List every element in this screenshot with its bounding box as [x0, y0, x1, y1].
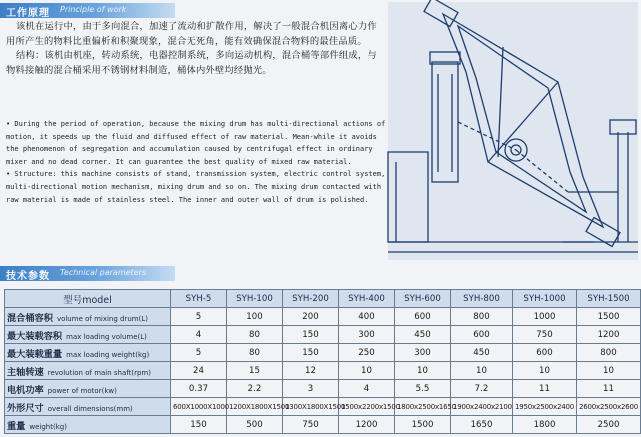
- section-title-zh: 工作原理: [6, 8, 50, 19]
- value-cell: 1800x2500x1650: [395, 398, 451, 416]
- row-label-cell: [5, 398, 171, 416]
- row-label-zh: 最大装载容积: [7, 330, 63, 342]
- table-row: [5, 416, 641, 434]
- value-cell: 1950x2500x2400: [513, 398, 577, 416]
- row-label-zh: 最大装载重量: [7, 348, 63, 360]
- value-cell: 150: [283, 326, 339, 344]
- technical-parameters-table: [4, 289, 641, 434]
- value-cell: 800: [577, 344, 641, 362]
- zh-paragraph-structure: 结构：该机由机座，转动系统，电器控制系统，多向运动机构，混合桶等部件组成，与物料接触的混合桶采用不锈钢材料制造，桶体内外壁均经抛光。: [6, 50, 377, 76]
- table-row: [5, 398, 641, 416]
- section-title-en: Principle of work: [60, 5, 127, 14]
- value-cell: 600X1000X1000: [171, 398, 227, 416]
- value-cell: 400: [339, 308, 395, 326]
- row-label-en: overall dimensions(mm): [47, 404, 133, 413]
- row-label-cell: [5, 308, 171, 326]
- model-header-cell: 型号model: [5, 290, 171, 308]
- en-paragraph-structure: • Structure: this machine consists of stand, transmission system, electric control system, multi-directional motion mechanism, mixing drum and so on. The mixing drum contacted with raw material is made of stainless steel. The inner and outer wall of drum is polished.: [6, 170, 386, 204]
- value-cell: 600: [451, 326, 513, 344]
- row-label-zh: 混合桶容积: [7, 312, 53, 324]
- value-cell: 11: [577, 380, 641, 398]
- table-body: [5, 308, 641, 434]
- mixer-schematic-diagram: [388, 2, 638, 260]
- principle-text-zh: [6, 20, 386, 78]
- row-label-en: power of motor(kw): [47, 386, 117, 395]
- value-cell: 1650: [451, 416, 513, 434]
- section-title-zh: 技术参数: [6, 271, 50, 282]
- motor-housing: [432, 62, 458, 182]
- drive-arm: [458, 122, 516, 150]
- value-cell: 1300X1800X1500: [283, 398, 339, 416]
- value-cell: 150: [171, 416, 227, 434]
- value-cell: 1200X1800X1500: [227, 398, 283, 416]
- drum-ridge: [488, 82, 558, 162]
- value-cell: 100: [227, 308, 283, 326]
- en-paragraph-principle: • During the period of operation, because the mixing drum has multi-directional actions of motion, it speeds up the fluid and diffused effect of raw material. Mean-while it avoids the phenomenon of segregation and accumulation caused by centrifugal effect in ordinary mixer and no dead corner. It can guarantee the best quality of mixed raw material.: [6, 120, 386, 166]
- row-label-cell: [5, 380, 171, 398]
- value-cell: 200: [283, 308, 339, 326]
- value-cell: 80: [227, 344, 283, 362]
- value-cell: 4: [339, 380, 395, 398]
- row-label-cell: [5, 326, 171, 344]
- value-cell: 12: [283, 362, 339, 380]
- value-cell: 800: [451, 308, 513, 326]
- value-cell: 150: [283, 344, 339, 362]
- mixer-schematic-svg: [388, 2, 638, 260]
- value-cell: 0.37: [171, 380, 227, 398]
- table-header-row: [5, 290, 641, 308]
- value-cell: 500: [227, 416, 283, 434]
- drum-ridge: [498, 47, 503, 157]
- row-label-en: max loading volume(L): [66, 332, 147, 341]
- row-label-en: max loading weight(kg): [66, 350, 150, 359]
- value-cell: 10: [513, 362, 577, 380]
- value-cell: 10: [577, 362, 641, 380]
- value-cell: 10: [451, 362, 513, 380]
- table-row: [5, 308, 641, 326]
- right-bearing: [610, 120, 636, 134]
- value-cell: 11: [513, 380, 577, 398]
- value-cell: 2500: [577, 416, 641, 434]
- value-cell: 4: [171, 326, 227, 344]
- section-title-en: Technical parameters: [60, 268, 147, 277]
- top-flange: [424, 0, 458, 26]
- model-cell: SYH-400: [339, 290, 395, 308]
- value-cell: 300: [339, 326, 395, 344]
- value-cell: 1000: [513, 308, 577, 326]
- value-cell: 15: [227, 362, 283, 380]
- model-cell: SYH-1500: [577, 290, 641, 308]
- value-cell: 5.5: [395, 380, 451, 398]
- model-cell: SYH-800: [451, 290, 513, 308]
- table-row: [5, 362, 641, 380]
- row-label-en: weight(kg): [29, 422, 67, 431]
- section-header-parameters: [0, 266, 175, 281]
- value-cell: 5: [171, 344, 227, 362]
- row-label-zh: 主轴转速: [7, 366, 44, 378]
- value-cell: 24: [171, 362, 227, 380]
- value-cell: 750: [283, 416, 339, 434]
- value-cell: 1900x2400x2100: [451, 398, 513, 416]
- table-row: [5, 344, 641, 362]
- value-cell: 2600x2500x2600: [577, 398, 641, 416]
- value-cell: 600: [513, 344, 577, 362]
- row-label-en: revolution of main shaft(rpm): [47, 368, 151, 377]
- value-cell: 1200: [339, 416, 395, 434]
- principle-text-en: [6, 118, 386, 206]
- value-cell: 1500: [395, 416, 451, 434]
- value-cell: 1200: [577, 326, 641, 344]
- row-label-en: volume of mixing drum(L): [56, 314, 148, 323]
- value-cell: 300: [395, 344, 451, 362]
- value-cell: 750: [513, 326, 577, 344]
- value-cell: 80: [227, 326, 283, 344]
- model-cell: SYH-600: [395, 290, 451, 308]
- table-row: [5, 380, 641, 398]
- row-label-zh: 电机功率: [7, 384, 44, 396]
- value-cell: 1800: [513, 416, 577, 434]
- stand-block: [388, 152, 428, 242]
- value-cell: 7.2: [451, 380, 513, 398]
- value-cell: 250: [339, 344, 395, 362]
- row-label-zh: 重量: [7, 420, 26, 432]
- value-cell: 5: [171, 308, 227, 326]
- row-label-cell: [5, 416, 171, 434]
- value-cell: 3: [283, 380, 339, 398]
- value-cell: 2.2: [227, 380, 283, 398]
- value-cell: 600: [395, 308, 451, 326]
- model-cell: SYH-200: [283, 290, 339, 308]
- value-cell: 10: [395, 362, 451, 380]
- value-cell: 1500: [577, 308, 641, 326]
- section-header-principle: [0, 3, 175, 18]
- value-cell: 450: [395, 326, 451, 344]
- model-cell: SYH-100: [227, 290, 283, 308]
- model-cell: SYH-1000: [513, 290, 577, 308]
- value-cell: 450: [451, 344, 513, 362]
- table-row: [5, 326, 641, 344]
- row-label-cell: [5, 344, 171, 362]
- model-cell: SYH-5: [171, 290, 227, 308]
- row-label-zh: 外形尺寸: [7, 402, 44, 414]
- row-label-cell: [5, 362, 171, 380]
- value-cell: 10: [339, 362, 395, 380]
- zh-paragraph-principle: 该机在运行中，由于多向混合，加速了流动和扩散作用，解决了一般混合机因离心力作用所产生的物料比重偏析和积聚现象，混合无死角，能有效确保混合物料的最佳品质。: [6, 21, 377, 47]
- value-cell: 1500x2200x1500: [339, 398, 395, 416]
